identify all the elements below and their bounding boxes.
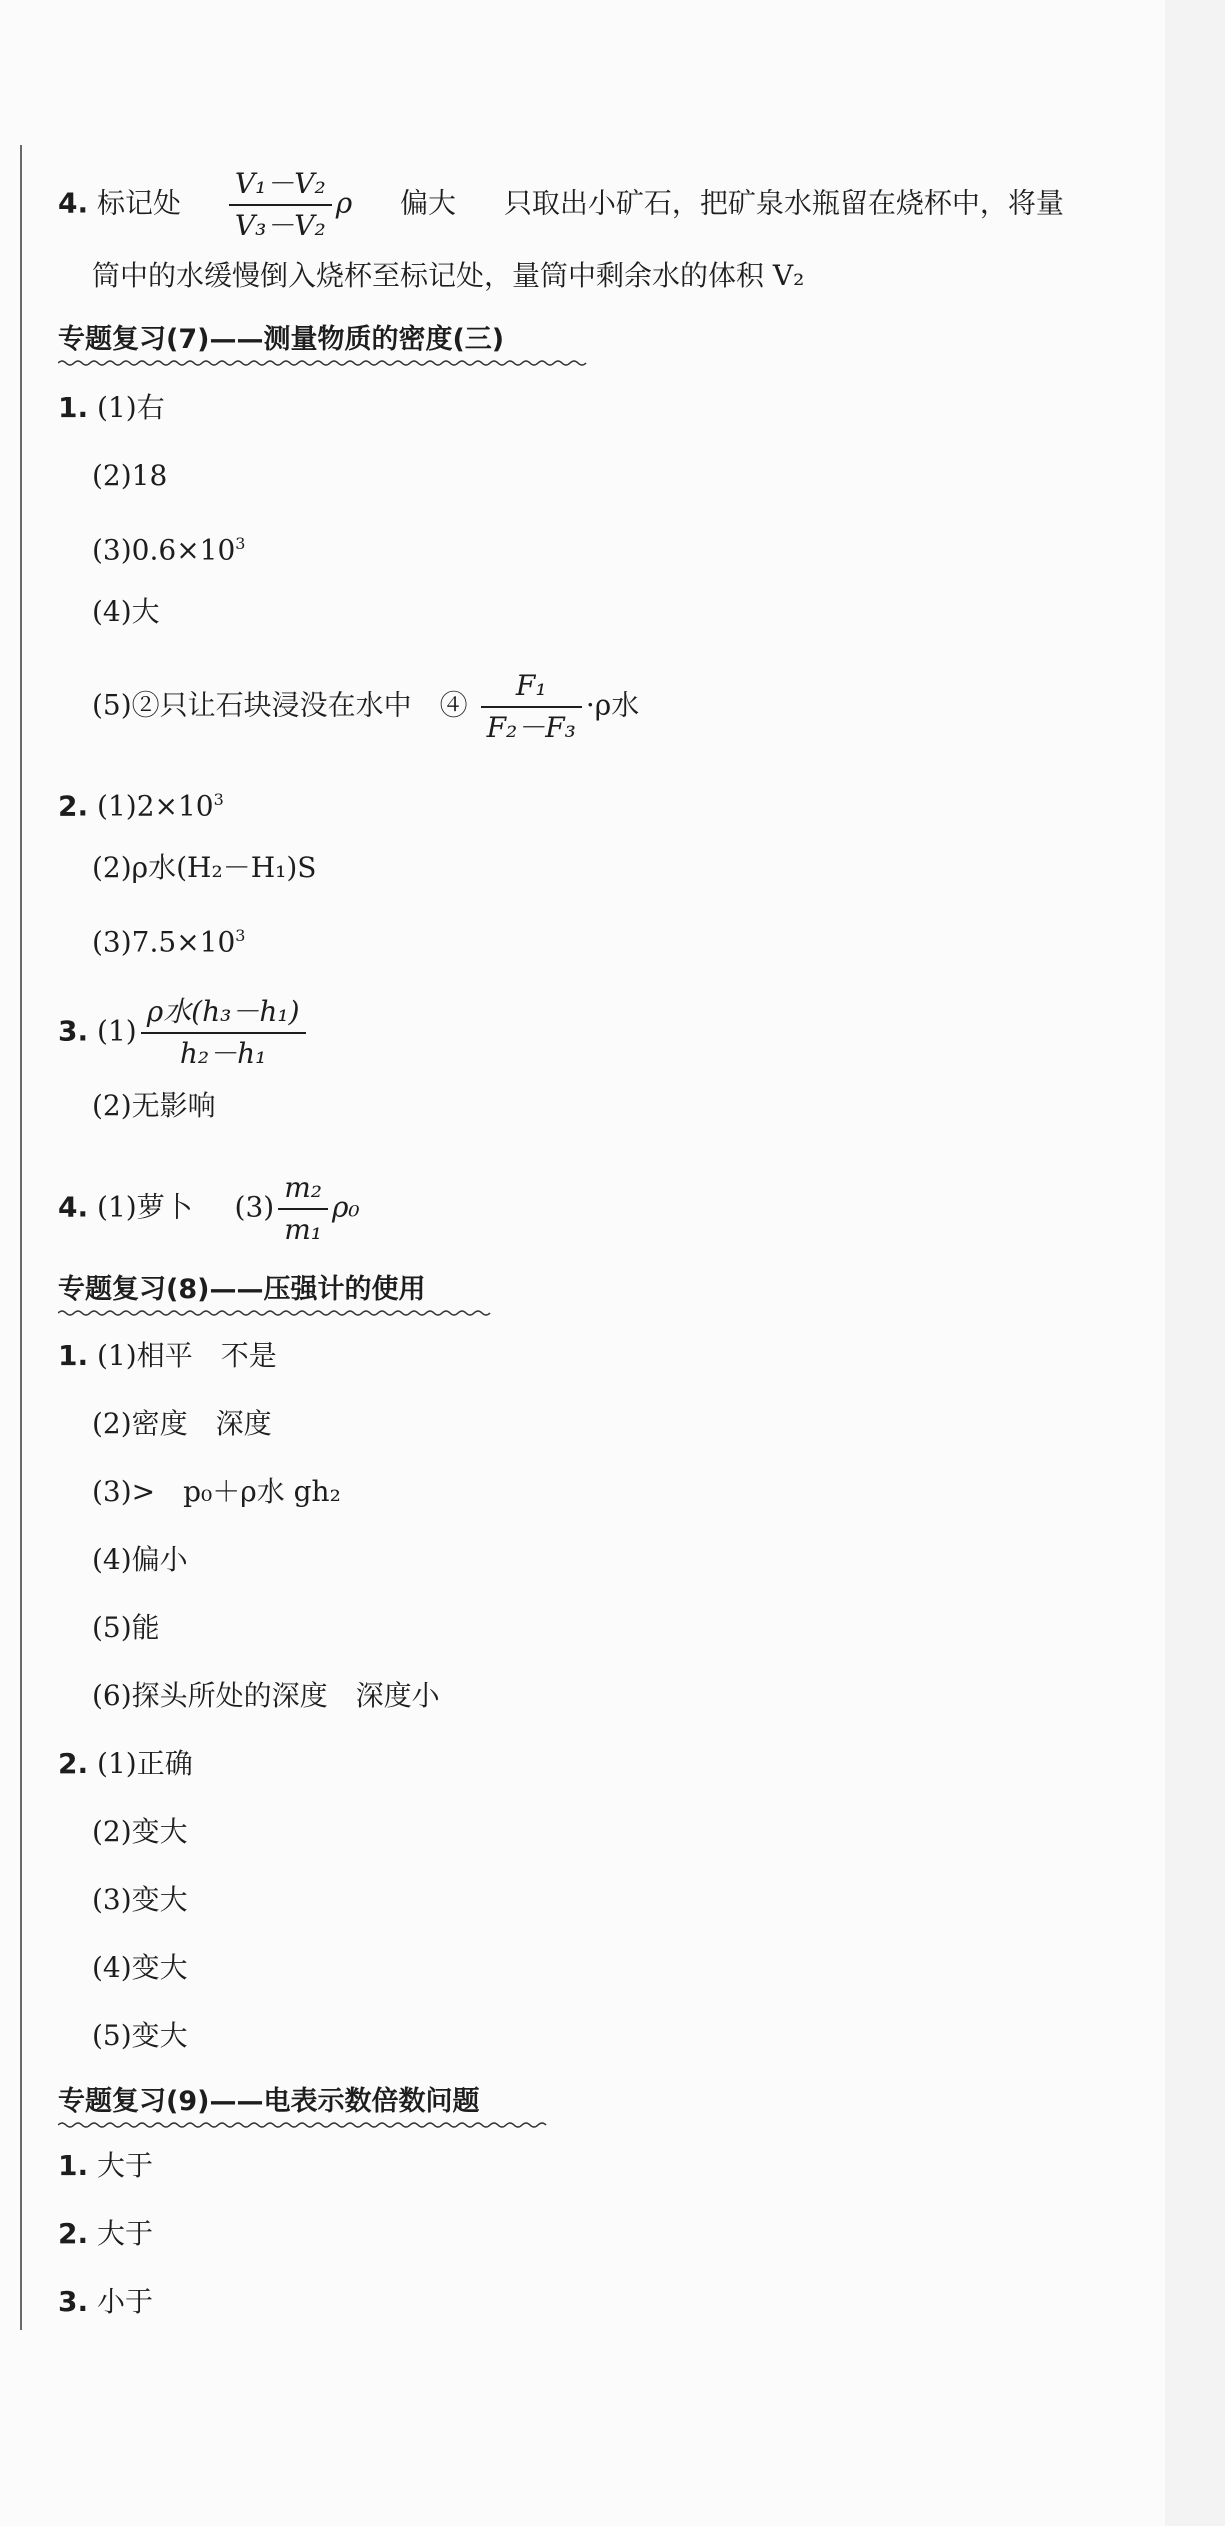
wavy-underline [58,1308,498,1318]
section-title: 专题复习(9)——电表示数倍数问题 [58,2086,480,2117]
question-number: 1. [58,391,89,424]
s7-q1-a3 [92,526,245,568]
answer-text: 大于 [97,2217,154,2250]
q4-label: 标记处 [97,186,182,220]
fraction [141,994,306,1072]
answer-text: (1)相平 不是 [97,1339,277,1372]
question-number: 2. [58,2217,89,2250]
answer-text: 大于 [97,2149,154,2182]
question-number: 1. [58,1339,89,1372]
answer-text: (3)0.6×10 [92,533,236,567]
exponent: 3 [213,790,224,809]
fraction-denominator: h₂－h₁ [179,1037,267,1070]
s8-q2-a3: (3)变大 [92,1883,188,1916]
s7-q1-a2: (2)18 [92,459,168,492]
question-number: 4. [58,1190,89,1224]
fraction-denominator: m₁ [284,1213,322,1246]
s8-q1-a3: (3)> p₀＋ρ水 gh₂ [92,1475,341,1508]
answer-text: (3) [234,1190,275,1224]
answer-text: (1) [97,1014,137,1048]
s8-q1-a6: (6)探头所处的深度 深度小 [92,1679,440,1712]
s7-q2-a2: (2)ρ水(H₂－H₁)S [92,851,317,884]
question-number: 4. [58,186,89,220]
question-number: 3. [58,2285,89,2318]
answer-text: (1)2×10 [97,789,214,823]
q4-fraction [229,166,332,244]
fraction-numerator: ρ水(h₃－h₁) [141,994,306,1034]
fraction [278,1170,328,1248]
q4-result: 偏大 [400,186,457,220]
wavy-underline [58,358,592,368]
s8-q2-a4: (4)变大 [92,1951,188,1984]
answer-text: (3)7.5×10 [92,925,236,959]
answer-tail: ·ρ水 [585,688,640,722]
answer-text: (1)萝卜 [97,1190,193,1224]
wavy-underline [58,2120,554,2130]
s8-q1-a4: (4)偏小 [92,1543,188,1576]
fraction-denominator: V₃－V₂ [234,209,326,242]
fraction-numerator: V₁－V₂ [229,166,332,206]
q4-top-line2: 筒中的水缓慢倒入烧杯至标记处，量筒中剩余水的体积 V₂ [92,259,805,292]
question-number: 3. [58,1014,89,1048]
fraction-numerator: F₁ [481,668,582,708]
s8-q1-a5: (5)能 [92,1611,160,1644]
margin-rule [20,145,22,2330]
s7-q3-a2: (2)无影响 [92,1089,216,1122]
s7-q2-a3 [92,918,245,960]
s8-q1-a1 [58,1338,277,1374]
q4-top-line1 [58,166,1064,244]
s8-q2-a5: (5)变大 [92,2019,188,2052]
exponent: 3 [235,534,246,553]
exponent: 3 [235,926,246,945]
answer-tail: ρ₀ [331,1190,360,1224]
fraction-denominator: F₂－F₃ [486,711,576,744]
s8-q1-a2: (2)密度 深度 [92,1407,272,1440]
q4-text1: 只取出小矿石，把矿泉水瓶留在烧杯中，将量 [503,186,1064,220]
s9-q2 [58,2216,153,2252]
s7-q4-answers [58,1170,360,1248]
fraction-numerator: m₂ [278,1170,328,1210]
answer-text: (1)右 [97,391,165,424]
s8-q2-a1 [58,1746,193,1782]
s9-q1 [58,2148,153,2184]
answer-text: 小于 [97,2285,154,2318]
rho-symbol: ρ [335,186,353,220]
s7-q1-a1 [58,390,165,426]
section-title: 专题复习(8)——压强计的使用 [58,1274,426,1305]
s8-q2-a2: (2)变大 [92,1815,188,1848]
question-number: 2. [58,1747,89,1780]
fraction [481,668,582,746]
question-number: 1. [58,2149,89,2182]
question-number: 2. [58,789,89,823]
s7-q1-a4: (4)大 [92,595,160,628]
s9-q3 [58,2284,153,2320]
s7-q3-a1 [58,994,310,1072]
section-title: 专题复习(7)——测量物质的密度(三) [58,324,505,355]
answer-text: (1)正确 [97,1747,193,1780]
s7-q2-a1 [58,782,224,824]
s7-q1-a5 [92,668,639,746]
answer-text: (5)②只让石块浸没在水中 ④ [92,688,468,722]
